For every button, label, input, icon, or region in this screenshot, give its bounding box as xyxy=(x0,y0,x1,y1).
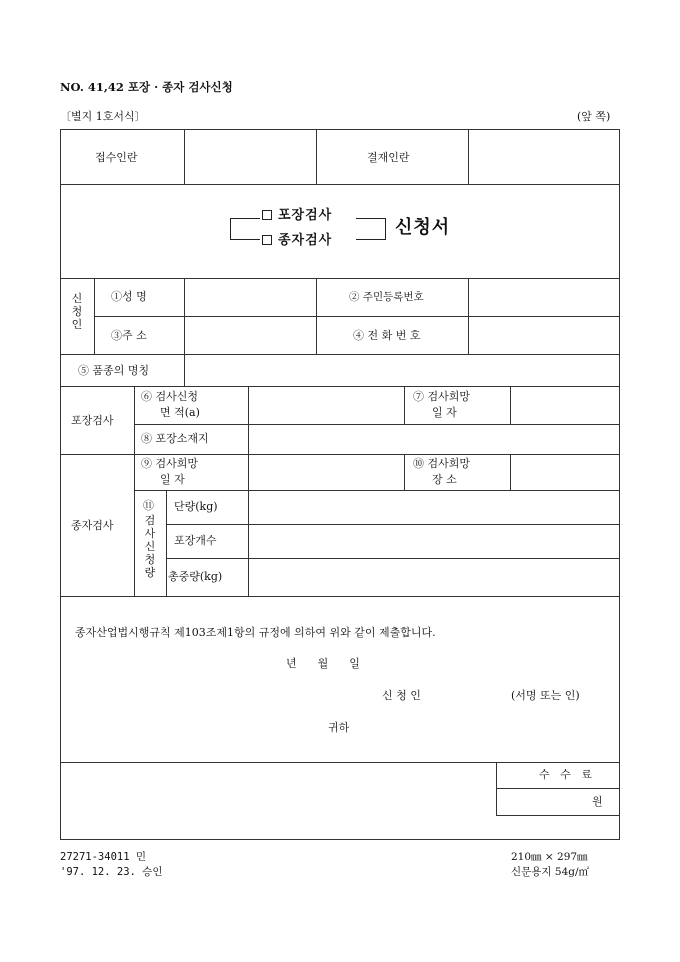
option-seed-inspection-label: 종자검사 xyxy=(278,233,333,248)
option-field-inspection[interactable] xyxy=(262,209,335,223)
package-count-label: 포장개수 xyxy=(174,534,217,547)
col-divider xyxy=(316,278,317,354)
package-count-field[interactable] xyxy=(249,525,619,558)
date-line: 년 월 일 xyxy=(286,657,360,670)
field-date-label-line1: ⑦ 검사희망 xyxy=(413,390,471,403)
phone-label: ④ 전 화 번 호 xyxy=(353,329,421,342)
name-field[interactable] xyxy=(185,279,315,316)
name-label: ①성 명 xyxy=(111,290,147,303)
row-divider xyxy=(60,184,620,185)
field-date-label-line2: 일 자 xyxy=(432,406,457,419)
col-divider xyxy=(404,386,405,424)
left-bracket xyxy=(230,218,260,240)
receipt-stamp-label: 접수인란 xyxy=(95,151,138,164)
checkbox-icon[interactable] xyxy=(262,235,272,245)
receipt-stamp-box[interactable] xyxy=(185,130,315,184)
form-code: 27271-34011 민 xyxy=(60,851,147,863)
applicant-group-label: 신청인 xyxy=(71,292,83,331)
address-label: ③주 소 xyxy=(111,329,147,342)
statement-text: 종자산업법시행규칙 제103조제1항의 규정에 의하여 위와 같이 제출합니다. xyxy=(75,626,436,639)
signature-or-seal: (서명 또는 인) xyxy=(511,689,580,702)
seed-place-label-line1: ⑩ 검사희망 xyxy=(413,457,471,470)
seed-place-label-line2: 장 소 xyxy=(432,473,457,486)
option-field-inspection-label: 포장검사 xyxy=(278,208,333,223)
field-date-field[interactable] xyxy=(511,387,619,424)
address-field[interactable] xyxy=(185,317,315,354)
seed-place-field[interactable] xyxy=(511,455,619,490)
seed-date-label-line2: 일 자 xyxy=(160,473,185,486)
fee-label: 수 수 료 xyxy=(539,768,592,781)
field-inspection-label: 포장검사 xyxy=(71,414,114,427)
applicant-sign-label: 신 청 인 xyxy=(382,689,421,702)
variety-field[interactable] xyxy=(185,355,619,386)
phone-field[interactable] xyxy=(469,317,619,354)
unit-weight-label: 단량(kg) xyxy=(174,500,218,513)
area-field[interactable] xyxy=(249,387,403,424)
seed-date-label-line1: ⑨ 검사희망 xyxy=(141,457,199,470)
row-divider xyxy=(60,596,620,597)
decision-stamp-label: 결재인란 xyxy=(367,151,410,164)
paper-type: 신문용지 54g/㎡ xyxy=(511,866,590,878)
col-divider xyxy=(316,129,317,184)
approval-date: '97. 12. 23. 승인 xyxy=(60,866,163,878)
variety-label: ⑤ 품종의 명칭 xyxy=(78,364,150,377)
checkbox-icon[interactable] xyxy=(262,210,272,220)
request-amount-label: 검사신청량 xyxy=(144,514,156,579)
total-weight-field[interactable] xyxy=(249,559,619,596)
recipient-suffix: 귀하 xyxy=(328,721,350,734)
form-heading: 신청서 xyxy=(395,217,451,238)
resident-id-label: ② 주민등록번호 xyxy=(349,291,424,303)
unit-weight-field[interactable] xyxy=(249,491,619,524)
field-location-label: ⑧ 포장소재지 xyxy=(141,432,209,445)
row-divider xyxy=(496,815,620,816)
col-divider xyxy=(404,454,405,490)
request-number: ⑪ xyxy=(143,499,154,512)
col-divider xyxy=(134,386,135,596)
seed-date-field[interactable] xyxy=(249,455,403,490)
paper-size: 210㎜ × 297㎜ xyxy=(511,851,588,863)
area-label-line2: 면 적(a) xyxy=(160,406,200,419)
field-location-field[interactable] xyxy=(249,425,619,454)
total-weight-label: 총중량(kg) xyxy=(168,570,223,583)
right-bracket xyxy=(356,218,386,240)
decision-stamp-box[interactable] xyxy=(469,130,619,184)
fee-unit: 원 xyxy=(592,795,603,808)
page-side: (앞 쪽) xyxy=(577,110,611,123)
form-number: 〔별지 1호서식〕 xyxy=(60,110,146,123)
resident-id-field[interactable] xyxy=(469,279,619,316)
col-divider xyxy=(166,490,167,596)
document-title: NO. 41,42 포장 · 종자 검사신청 xyxy=(60,80,233,94)
option-seed-inspection[interactable] xyxy=(262,234,335,248)
seed-inspection-label: 종자검사 xyxy=(71,519,114,532)
area-label-line1: ⑥ 검사신청 xyxy=(141,390,199,403)
row-divider xyxy=(60,762,620,763)
fee-amount-field[interactable] xyxy=(497,789,587,815)
col-divider xyxy=(94,278,95,354)
